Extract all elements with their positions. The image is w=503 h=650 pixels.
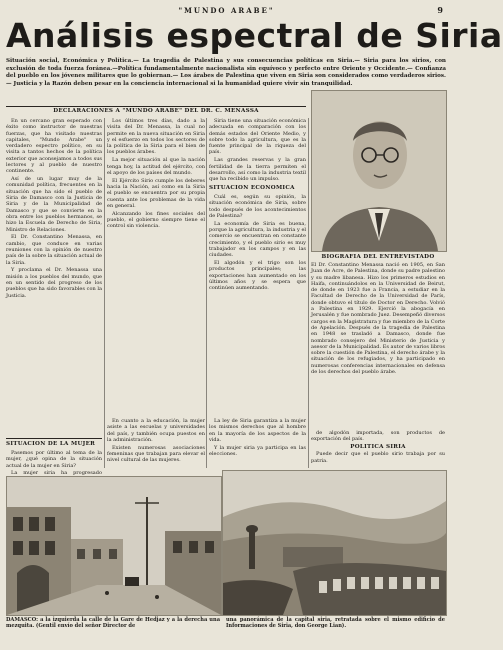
column-1 <box>6 118 102 436</box>
paragraph: Alcanzando los fines sociales del pueblo, el gobierno siempre tiene el control sin violencia. <box>107 210 205 230</box>
paragraph: Pasemos por último al tema de la mujer, ¿qué opina de la situación actual de la mujer en Siria? <box>6 450 102 469</box>
paragraph: La mejor situación al que la nación tenga hoy, la actitud del ejército, con el apoyo de los países del mundo. <box>107 157 205 176</box>
photo-caption-right: una panorámica de la capital siria, retratada sobre el mismo edificio de Informaciones de Siria, don George Lian). <box>226 617 445 630</box>
column-3-top <box>209 118 306 182</box>
column-rule <box>206 118 207 468</box>
paragraph: Las grandes reservas y la gran fertilidad de la tierra permiten el desarrollo, así como la industria textil que ha recibido un impulso. <box>209 157 306 183</box>
column-rule <box>308 118 309 468</box>
paragraph: La ley de Siria garantiza a la mujer los mismos derechos que al hombre en la mayoría de los aspectos de la vida. <box>209 418 306 443</box>
paragraph: de algodón importada, son productos de exportación del país. <box>311 430 445 443</box>
damascus-panorama-photo <box>222 470 447 616</box>
paragraph: La mujer siria ha progresado <box>11 470 102 477</box>
politics-heading: POLITICA SIRIA <box>350 444 406 451</box>
divider-rule <box>6 438 102 439</box>
paragraph: Siria tiene una situación económica adecuada en comparación con los demás estados del Oriente Medio, y sobre todo la agricultura, que es la fuente principal de la riqueza del país. <box>209 118 306 156</box>
article-lead: Situación social, Económica y Política.— La tragedia de Palestina y sus consecuencias políticas en Siria.— Siria para los sirios, con exclusión de toda fuerza foránea.—Política fundamentalmente nacionalista sin equívoco y perfecto entre Oriente y Occidente.— Confianza del pueblo en los jóvenes militares que lo gobiernan.— Los árabes de Palestina que viven en Siria son considerados como verdaderos sirios.— Justicia y la Razón deben pesar en la conciencia internacional si la humanidad quiere vivir sin tranquilidad. <box>6 58 446 87</box>
article-title: Análisis espectral de Siria <box>6 16 503 55</box>
page-number: 9 <box>437 5 443 15</box>
woman-heading: SITUACION DE LA MUJER <box>6 441 96 447</box>
biography-text: El Dr. Constantino Menassa nació en 1905, en San Juan de Acre, de Palestina, donde su padre palestino y su madre libanesa. Hizo los primeros estudios en Haifa, continuándolos en la Universidad de Beirut, de donde en 1923 fue a Francia, a estudiar en la Facultad de Derecho de la Universidad de París, donde obtuvo el título de Doctor en Derecho. Volvió a Palestina en 1929. Ejerció la abogacía en Jerusalén y fue nombrado Juez. Desempeñó diversos cargos en la Magistratura y fue miembro de la Corte de Apelación. Después de la tragedia de Palestina en 1948 se trasladó a Damasco, donde fue nombrado consejero del Ministerio de Justicia y asesor de la Municipalidad. Es autor de varios libros sobre la cuestión de Palestina, el derecho árabe y la situación de los refugiados, y ha participado en numerosas conferencias internacionales en defensa de los derechos del pueblo árabe. <box>311 262 445 376</box>
column-2 <box>107 118 205 414</box>
paragraph: El Ejército Sirio cumple los deberes hacia la Nación, así como en la Siria el pueblo se encuentra por su propia cuenta ante los problemas de la vida en general. <box>107 177 205 209</box>
column-3-bottom <box>209 418 306 470</box>
panorama-illustration <box>223 471 446 615</box>
paragraph: Así de un lugar muy de la comunidad política, frecuentes en la situación que ha sido el pueblo de Siria de Damasco con la Justicia de Siria y de la Municipalidad de Damasco y que se convierte en la obra entre los pueblos hermanos, se hizo la Escuela de Derecho de Siria, Ministro de Relaciones. <box>6 176 102 233</box>
paragraph: En cuanto a la educación, la mujer asiste a las escuelas y universidades del país, y también ocupa puestos en la administración. <box>107 418 205 443</box>
paragraph: El algodón y el trigo son los productos principales; las exportaciones han aumentado en los últimos años y se espera que continúen aumentando. <box>209 259 306 292</box>
column-rule <box>104 118 105 468</box>
paragraph: Y proclama el Dr. Menassa una misión a los pueblos del mundo, que en un sentido del progreso de los pueblos que ha sido favorables con la Justicia. <box>6 267 102 299</box>
paragraph: Puede decir que el pueblo sirio trabaja por su patria. <box>311 451 445 464</box>
photo-caption-left: DAMASCO: a la izquierda la calle de la Gare de Hedjaz y a la derecha una mezquita. (Gentil envío del señor Director de <box>6 617 220 630</box>
portrait-illustration <box>312 91 446 251</box>
economic-heading: SITUACION ECONOMICA <box>209 185 295 191</box>
paragraph: Cuál es, según su opinión, la situación económica de Siria, sobre todo después de los acontecimientos de Palestina? <box>209 194 306 219</box>
paragraph: Existen numerosas asociaciones femeninas que trabajan para elevar el nivel cultural de las mujeres. <box>107 444 205 464</box>
column-3 <box>209 194 306 414</box>
woman-text <box>6 450 102 477</box>
portrait-caption: BIOGRAFIA DEL ENTREVISTADO <box>321 254 435 260</box>
paragraph: Los últimos tres días, dado a la visita del Dr. Menassa, la cual no permite en la nueva situación en Siria y el esfuerzo en todos los sectores de la política de la Siria para el bien de los pueblos árabes. <box>107 118 205 156</box>
running-header: "MUNDO ARABE" <box>178 6 275 15</box>
column-2-bottom <box>107 418 205 470</box>
portrait-photo <box>311 90 447 252</box>
divider-rule <box>6 106 306 107</box>
column-4-bottom <box>311 430 445 470</box>
paragraph: En un cercano gran esperado con éxito como instructor de nuestras fuerzas, que ha visitado nuestras capitales, "Mundo Arabe" un verdadero espectro político, en su visita a tantos hechos de la política exterior que aconsejamos a todos sus lectores y al pueblo de nuestro continente. <box>6 118 102 175</box>
paragraph: La economía de Siria es buena, porque la agricultura, la industria y el comercio se encuentran en constante crecimiento, y el pueblo sirio es muy trabajador en los campos y en las ciudades. <box>209 220 306 259</box>
street-illustration <box>7 477 221 615</box>
damascus-street-photo <box>6 476 222 616</box>
paragraph: Y la mujer siria ya participa en las elecciones. <box>209 444 306 457</box>
paragraph: El Dr. Constantino Menassa, en cambio, que conduce en varias reuniones con la opinión de nuestro país de la sobre la situación actual de la Siria. <box>6 234 102 266</box>
declaration-heading: DECLARACIONES A "MUNDO ARABE" DEL DR. C. MENASSA <box>53 108 259 114</box>
